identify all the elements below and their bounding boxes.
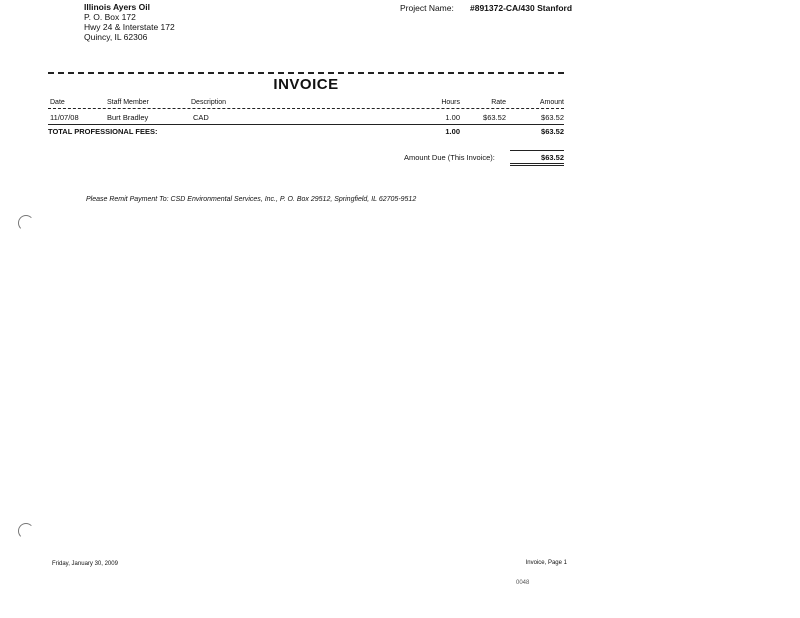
header-rate: Rate bbox=[491, 99, 506, 106]
footer-date: Friday, January 30, 2009 bbox=[52, 561, 118, 567]
amount-due-label: Amount Due (This Invoice): bbox=[404, 153, 495, 162]
row-rate: $63.52 bbox=[483, 113, 506, 122]
total-hours: 1.00 bbox=[445, 127, 460, 136]
row-amount: $63.52 bbox=[541, 113, 564, 122]
row-hours: 1.00 bbox=[445, 113, 460, 122]
amount-due-underline-1 bbox=[510, 163, 564, 164]
amount-due-top-rule bbox=[510, 150, 564, 151]
amount-due-value: $63.52 bbox=[541, 153, 564, 162]
header-date: Date bbox=[50, 99, 65, 106]
total-rule bbox=[48, 124, 564, 125]
row-date: 11/07/08 bbox=[50, 113, 79, 122]
title-top-rule bbox=[48, 72, 564, 74]
remit-payment-text: Please Remit Payment To: CSD Environmental Services, Inc., P. O. Box 29512, Springfield, IL 62705-9512 bbox=[86, 196, 417, 203]
header-hours: Hours bbox=[441, 99, 460, 106]
header-staff-member: Staff Member bbox=[107, 99, 149, 106]
header-underline bbox=[48, 108, 564, 109]
total-amount: $63.52 bbox=[541, 127, 564, 136]
invoice-title: INVOICE bbox=[273, 76, 339, 93]
punch-hole-mark bbox=[18, 215, 34, 231]
row-description: CAD bbox=[193, 113, 209, 122]
header-description: Description bbox=[191, 99, 227, 106]
row-staff: Burt Bradley bbox=[107, 113, 149, 122]
client-address-line-1: P. O. Box 172 bbox=[84, 12, 136, 22]
footer-page-number: Invoice, Page 1 bbox=[525, 560, 567, 566]
client-address-block bbox=[84, 2, 175, 42]
amount-due-underline-2 bbox=[510, 165, 564, 166]
header-amount: Amount bbox=[539, 99, 564, 106]
total-fees-label: TOTAL PROFESSIONAL FEES: bbox=[48, 127, 158, 136]
client-name: Illinois Ayers Oil bbox=[84, 2, 150, 12]
project-name-value: #891372-CA/430 Stanford bbox=[470, 3, 573, 13]
client-address-line-3: Quincy, IL 62306 bbox=[84, 32, 148, 42]
punch-hole-mark bbox=[18, 523, 34, 539]
client-address-line-2: Hwy 24 & Interstate 172 bbox=[84, 22, 175, 32]
document-stamp: 0048 bbox=[516, 580, 530, 586]
project-name-label: Project Name: bbox=[400, 3, 454, 13]
